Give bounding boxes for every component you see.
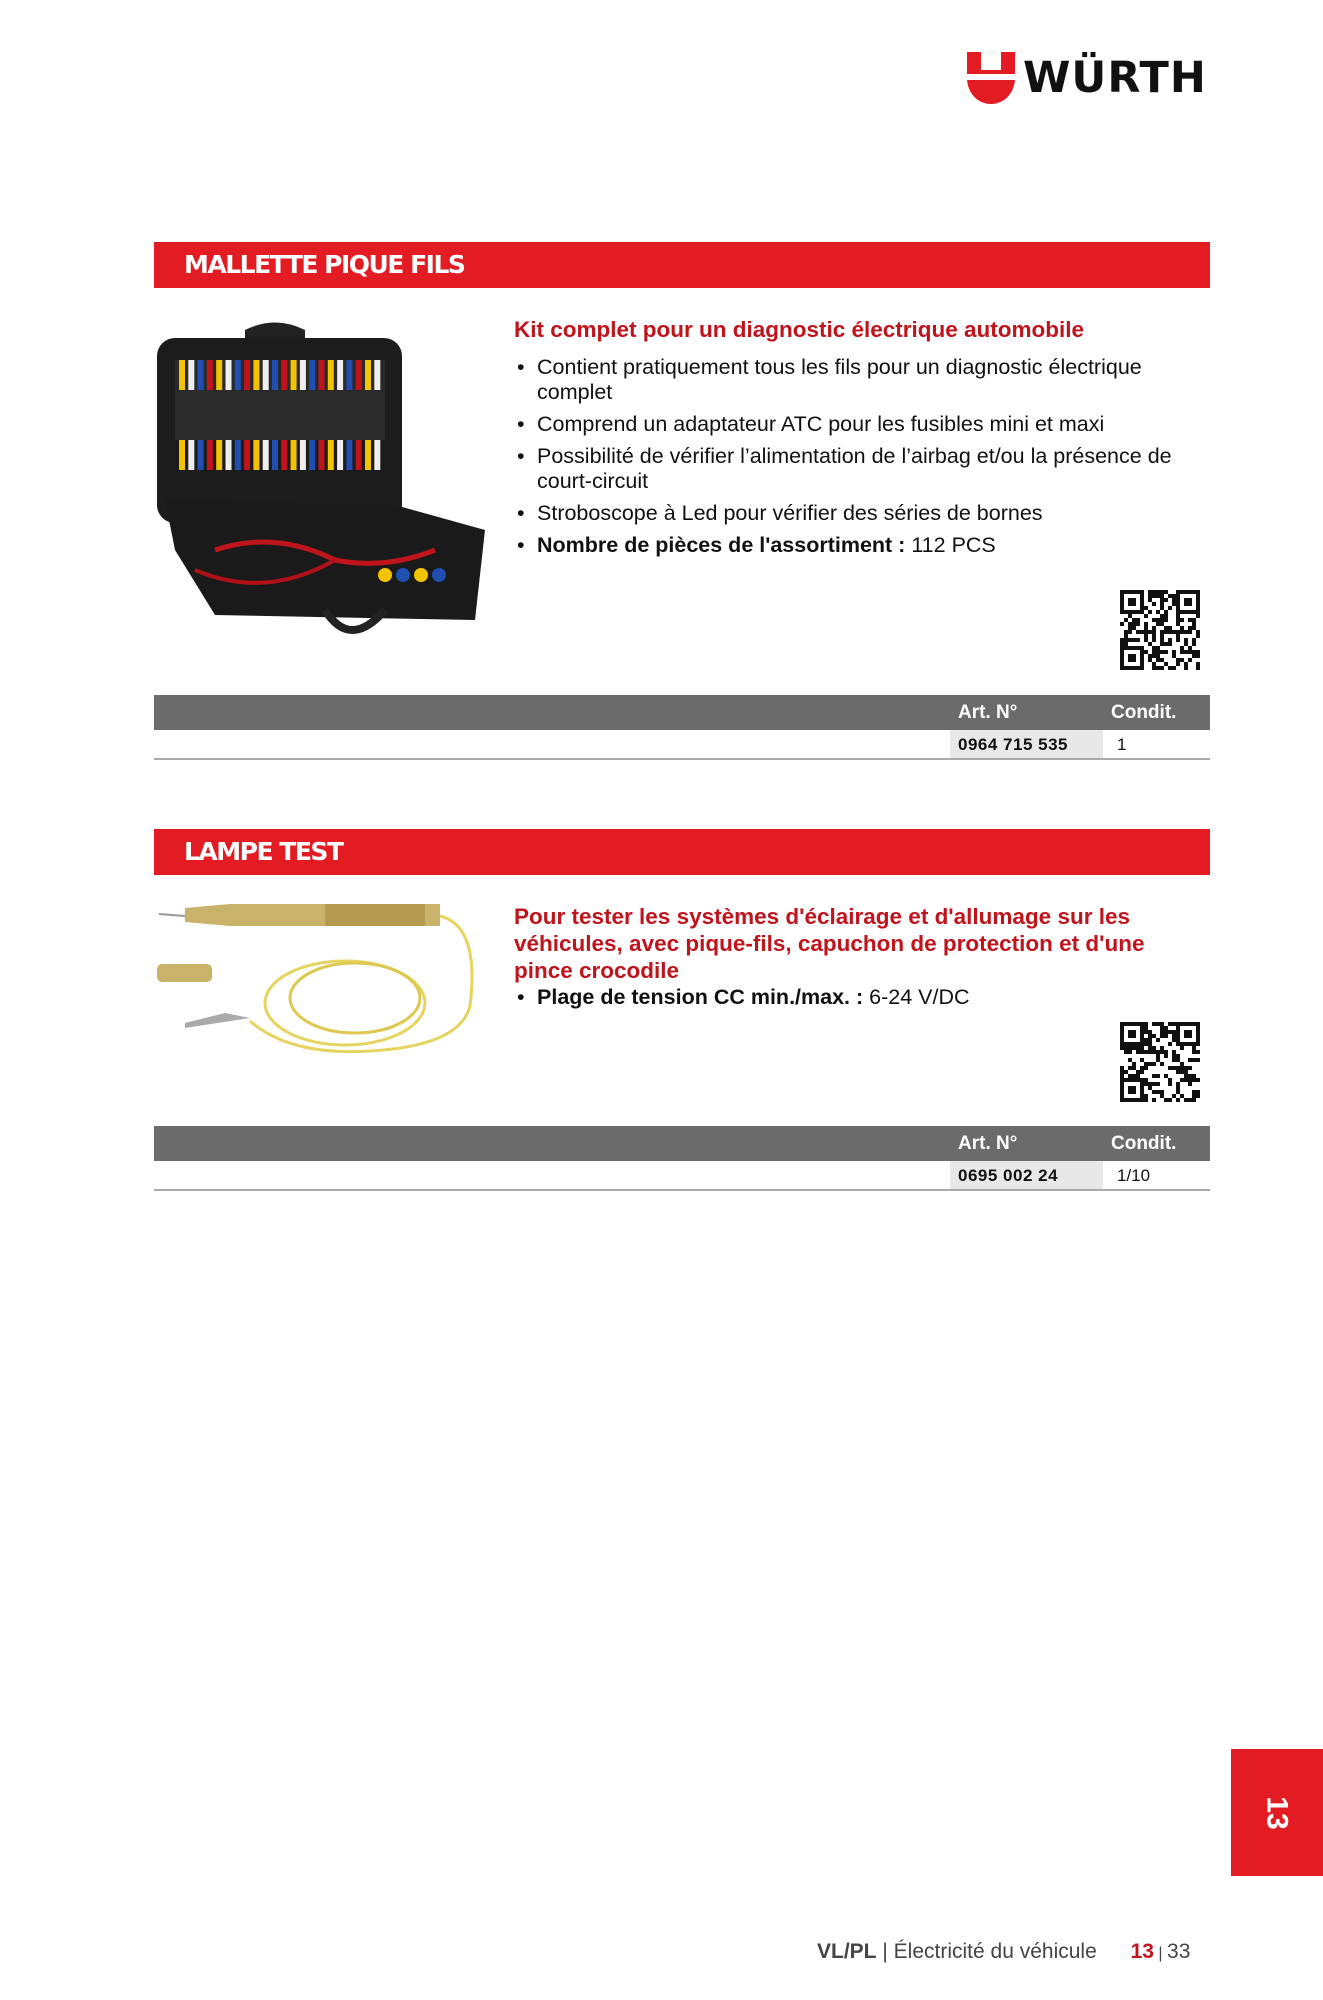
footer-segment: VL/PL: [817, 1940, 877, 1963]
col-art-no: Art. N°: [958, 702, 1018, 723]
footer-chapter: 13: [1130, 1940, 1154, 1963]
wurth-logo-text: WÜRTH: [1023, 53, 1207, 103]
qr-code-icon[interactable]: [1120, 590, 1200, 670]
col-art-no: Art. N°: [958, 1133, 1018, 1154]
feature-item-spec: [514, 985, 1214, 1010]
col-condit: Condit.: [1111, 702, 1177, 723]
product-image-case: [155, 320, 490, 645]
product-title-mallette: MALLETTE PIQUE FILS: [154, 242, 1210, 288]
feature-item: • Contient pratiquement tous les fils pour un diagnostic électrique complet: [514, 355, 1214, 405]
product-subtitle: Kit complet pour un diagnostic électrique automobile: [514, 317, 1085, 342]
qr-code-icon[interactable]: [1120, 1022, 1200, 1102]
spec-value: 112 PCS: [905, 533, 996, 557]
feature-item: • Possibilité de vérifier l’alimentation de l’airbag et/ou la présence de court-circuit: [514, 444, 1214, 494]
spec-label: Nombre de pièces de l'assortiment :: [537, 533, 906, 557]
packaging-quantity: 1: [1117, 735, 1127, 754]
footer-page-number: 33: [1167, 1940, 1191, 1963]
spec-label: Plage de tension CC min./max. :: [537, 985, 864, 1009]
product-subtitle: Pour tester les systèmes d'éclairage et d'allumage sur les véhicules, avec pique-fils, capuchon de protection et d'une pince crocodile: [514, 904, 1145, 983]
col-condit: Condit.: [1111, 1133, 1177, 1154]
table-row: [154, 730, 1210, 760]
footer-section: Électricité du véhicule: [893, 1940, 1097, 1963]
feature-list: [514, 355, 1214, 565]
chapter-tab-number: 13: [1261, 1795, 1294, 1830]
product-title-lampe-test: LAMPE TEST: [154, 829, 1210, 875]
page-footer: VL/PL | Électricité du véhicule 13 | 33: [817, 1940, 1191, 1963]
footer-separator: |: [882, 1940, 888, 1963]
table-row: [154, 1161, 1210, 1191]
chapter-tab[interactable]: [1231, 1749, 1323, 1876]
spec-value: 6-24 V/DC: [863, 985, 970, 1009]
article-number: 0964 715 535: [950, 730, 1103, 758]
product-image-test-lamp: [155, 898, 490, 1058]
table-header: [154, 1126, 1210, 1161]
article-number: 0695 002 24: [950, 1161, 1103, 1189]
table-header: [154, 695, 1210, 730]
wurth-logo-mark-icon: [967, 52, 1015, 104]
feature-item-spec: [514, 533, 1214, 558]
feature-item: • Stroboscope à Led pour vérifier des séries de bornes: [514, 501, 1214, 526]
feature-item: • Comprend un adaptateur ATC pour les fusibles mini et maxi: [514, 412, 1214, 437]
wurth-logo: [967, 51, 1212, 105]
packaging-quantity: 1/10: [1117, 1166, 1151, 1185]
feature-list: [514, 985, 1214, 1017]
